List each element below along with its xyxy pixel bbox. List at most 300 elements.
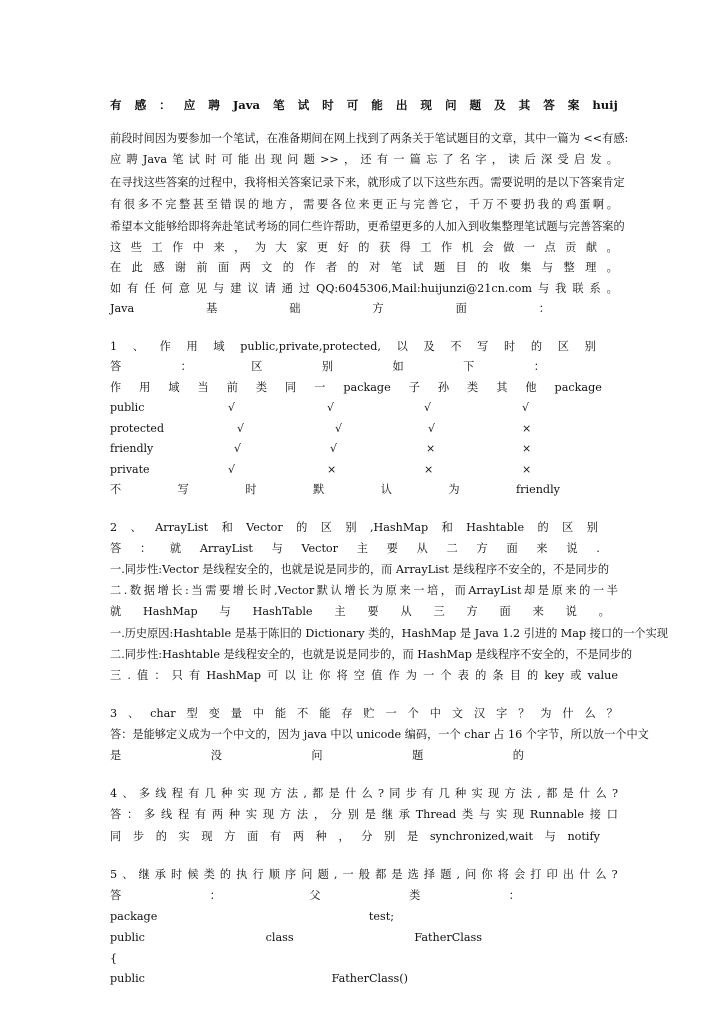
text-token: 选 [407,868,419,881]
text-token: 三 [110,669,122,682]
text-token: 来 [399,584,411,597]
text-token: 就 [169,542,182,555]
text-token: 面 [217,261,230,274]
text-token: 问 [287,153,299,166]
text-token: 答 [110,360,122,373]
text-token: 多 [143,808,156,821]
text-token: 和 [441,521,453,534]
text-token: 当 [191,584,203,597]
text-token: 长 [246,584,258,597]
text-token: Thread [415,808,457,821]
text-token: 是 [391,868,403,881]
text-token: 当 [197,381,209,394]
text-token: 出 [395,98,408,112]
q2-question [110,519,598,537]
text-token: 中 [252,707,265,720]
text-token: 一 [423,669,435,682]
text-token: 域 [213,340,225,353]
text-token: 。 [606,241,618,254]
text-token: 问 [444,98,457,112]
text-token: 各 [330,198,342,211]
q2-line-5: 二.同步性:Hashtable 是线程安全的，也就是说是同步的，而 HashMap 是线程序不安全的，不是同步的 [110,648,633,661]
text-token: 表 [457,669,469,682]
text-token: 些 [130,241,142,254]
text-token: 、 [122,787,134,800]
text-token: Java [110,302,135,315]
text-token: 类 [203,868,215,881]
text-token: 继 [138,868,150,881]
text-token: 顺 [268,868,280,881]
text-token: 为 [254,241,267,254]
text-token: FatherClass() [331,972,408,985]
text-token: 此 [131,261,143,274]
text-token: 值 [137,669,149,682]
text-token: 整 [178,198,191,211]
text-token: 同 [110,830,122,843]
text-token: ： [126,808,139,821]
text-token: 都 [312,787,324,800]
text-token: 更 [316,241,329,254]
text-token: 聘 [126,153,138,166]
text-token: 理 [585,261,597,274]
text-token: 现 [487,787,500,800]
row-name: protected [110,422,164,435]
text-token: 说 [565,605,577,618]
q1-table-footer [110,481,560,499]
text-token: 以 [396,340,408,353]
text-token: 一 [413,584,425,597]
text-token: 几 [204,787,216,800]
text-token: ？ [606,707,618,720]
text-token: 笔 [172,153,184,166]
text-token: 是 [328,787,340,800]
text-token: 问 [311,749,323,762]
text-token: 了 [442,153,454,166]
text-token: 笔 [273,98,285,112]
text-token: 答 [110,542,122,555]
text-token: 培 [427,584,439,597]
text-token: 方 [504,787,516,800]
text-token: 子 [408,381,420,394]
text-token: 来 [565,584,577,597]
text-token: ， [338,830,350,843]
text-token: 接 [589,808,601,821]
text-token: 是 [562,787,574,800]
row-cell: √ [234,442,242,455]
text-token: 3 [110,707,118,720]
text-token: 与 [219,605,231,618]
text-token: 答 [110,808,122,821]
text-token: 没 [210,749,222,762]
text-token: 方 [270,787,282,800]
text-token: package [110,910,158,923]
text-token: 说 [566,542,578,555]
text-token: 择 [423,868,436,881]
text-token: 有 [127,282,139,295]
q1-answer-head [110,358,545,376]
text-token: 正 [385,198,398,211]
q4-line-1 [110,806,618,824]
text-token: 从 [416,542,428,555]
text-token: 区 [562,521,574,534]
text-token: 者 [325,261,338,274]
text-token: 它 [441,198,453,211]
text-token: 现 [201,830,213,843]
text-token: 空 [353,669,365,682]
row-cell: √ [428,422,436,435]
text-token: 序 [285,868,297,881]
text-token: ? [377,787,384,800]
text-token: 方 [466,605,478,618]
text-token: 据 [143,584,155,597]
text-token: 为 [371,584,384,597]
text-token: 出 [254,153,266,166]
text-token: 可 [346,98,359,112]
text-token: 可 [267,669,279,682]
text-token: 实 [178,830,190,843]
text-token: 时 [322,98,334,112]
text-token: 实 [471,787,483,800]
row-cell: × [424,463,434,476]
text-token: 我 [537,198,549,211]
text-token: 文 [451,707,464,720]
text-token: 行 [252,868,264,881]
text-token: 的 [477,261,489,274]
text-token: 需 [303,198,315,211]
text-token: 与 [213,282,225,295]
text-token: 主 [334,605,346,618]
text-token: 你 [481,868,493,881]
text-token: 面 [499,605,511,618]
text-token: 现 [512,808,525,821]
text-token: 有 [110,98,122,112]
text-token: 作 [304,261,316,274]
text-token: 中 [192,241,204,254]
text-token: 变 [208,707,220,720]
text-token: 善 [427,198,439,211]
text-token: 答 [110,889,122,902]
text-token: ， [289,198,301,211]
text-token: 面 [247,830,259,843]
text-token: 有 [188,787,200,800]
text-token: 、 [132,340,144,353]
text-token: 地 [261,198,273,211]
text-token: , [537,787,541,800]
text-token: 为 [405,669,417,682]
text-token: 执 [236,868,248,881]
text-token: 完 [165,198,177,211]
text-token: 线 [155,787,167,800]
text-token: 忘 [426,153,438,166]
text-token: 后 [524,153,536,166]
text-token: 现 [420,98,432,112]
text-token: 多 [138,787,151,800]
text-token: 法 [520,787,533,800]
text-token: 好 [337,241,349,254]
text-token: 主 [356,542,368,555]
text-token: 请 [264,282,276,295]
text-token: Runnable [529,808,584,821]
text-token: ： [209,889,221,902]
text-token: 口 [606,808,618,821]
text-token: Java [142,153,167,166]
intro-line-3: 在寻找这些答案的过程中，我将相关答案记录下来，就形成了以下这些东西。需要说明的是以下答案肯定 [110,176,625,189]
text-token: ， [234,241,246,254]
q2-line-3 [110,603,610,621]
text-token: 与 [541,261,554,274]
text-token: 题 [469,98,482,112]
text-token: 让 [301,669,313,682]
text-token: 分 [330,808,342,821]
text-token: 是 [406,830,419,843]
text-token: 聘 [208,98,220,112]
row-cell: × [522,422,532,435]
text-token: 1 [110,340,118,353]
text-token: 为 [448,483,460,496]
text-token: 集 [520,261,532,274]
text-token: 的 [537,521,549,534]
row-cell: × [522,442,532,455]
text-token: 鸡 [565,198,577,211]
text-token: 做 [503,241,515,254]
text-token: 类 [255,381,268,394]
text-token: 至 [206,198,218,211]
text-token: public [110,931,145,944]
text-token: value [587,669,618,682]
text-token: Java [232,98,261,112]
text-token: 有 [422,787,434,800]
text-token: 什 [579,868,591,881]
text-token: 意 [178,282,190,295]
text-token: 前 [226,381,238,394]
text-token: , [456,868,461,881]
row-name: private [110,463,150,476]
text-token: 只 [171,669,183,682]
text-token: 一 [592,584,605,597]
row-cell: √ [327,401,335,414]
text-token: 时 [205,153,217,166]
text-token: ， [491,153,503,166]
text-token: 就 [110,605,122,618]
text-token: 半 [606,584,618,597]
text-token: 不 [110,483,122,496]
text-token: 为 [540,707,552,720]
text-token: 来 [536,542,548,555]
text-token: 贡 [565,241,577,254]
text-token: public [110,972,145,985]
text-token: 却 [523,584,536,597]
text-token: public,private,protected, [240,340,381,353]
q5-code-line-4 [110,970,408,988]
text-token: 目 [455,261,467,274]
text-token: 见 [195,282,208,295]
text-token: 步 [132,830,145,843]
text-token: 类 [467,381,479,394]
text-token: 别 [384,830,396,843]
text-token: HashMap [206,669,261,682]
text-token: 方 [224,830,236,843]
text-token: 程 [177,808,190,821]
text-token: 收 [498,261,510,274]
text-token: 一 [523,241,535,254]
text-token: 二 [446,542,458,555]
text-token: 的 [512,749,524,762]
text-token: 如 [110,282,122,295]
text-token: 基 [206,302,218,315]
text-token: 存 [341,707,353,720]
text-token: 几 [438,787,450,800]
text-token: 其 [496,381,508,394]
text-token: ， [440,584,452,597]
text-token: 得 [399,241,411,254]
text-token: 有 [269,830,282,843]
text-token: ArrayList [155,521,209,534]
text-token: 长 [358,584,370,597]
text-token: 议 [247,282,259,295]
text-token: 都 [375,868,387,881]
text-token: 打 [530,868,542,881]
text-token: 印 [546,868,558,881]
text-token: 个 [407,707,419,720]
text-token: package [554,381,602,394]
text-token: 问 [465,868,477,881]
text-token: 工 [420,241,432,254]
text-token: 。 [606,198,618,211]
text-token: 题 [412,749,424,762]
text-token: 点 [544,241,556,254]
text-token: 名 [458,153,471,166]
text-token: 别 [321,360,334,373]
text-token: 写 [177,483,189,496]
q5-code-line-3: { [110,952,118,965]
text-token: 不 [151,198,163,211]
text-token: 通 [281,282,293,295]
text-token: 的 [296,521,308,534]
text-token: 多 [137,198,149,211]
text-token: 出 [562,868,574,881]
q2-answer-head [110,540,600,558]
text-token: 感 [153,261,165,274]
text-token: 实 [245,808,258,821]
text-token: 更 [372,198,384,211]
text-token: 建 [230,282,242,295]
text-token: 增 [157,584,169,597]
text-token: 一 [393,153,405,166]
text-token: 承 [398,808,410,821]
row-cell: √ [424,401,432,414]
text-token: 获 [378,241,391,254]
text-token: , [333,868,338,881]
text-token: 读 [508,153,520,166]
text-token: 区 [251,360,263,373]
text-token: 默 [313,483,325,496]
text-token: 4 [110,787,118,800]
text-token: 能 [371,98,383,112]
text-token: 文 [261,261,273,274]
text-token: 还 [360,153,372,166]
text-token: 的 [155,830,167,843]
text-token: : [185,584,189,597]
text-token: ArrayList [468,584,522,597]
text-token: 要 [510,198,522,211]
text-token: 原 [551,584,563,597]
q2-line-6 [110,667,618,685]
text-token: 作 [110,381,122,394]
text-token: 来 [358,198,370,211]
text-token: 谢 [174,261,186,274]
text-token: 题 [440,868,452,881]
text-token: package [343,381,391,394]
text-token: 错 [220,198,232,211]
text-token: 一 [314,381,326,394]
q3-line-1: 答：是能够定义成为一个中文的，因为 java 中以 unicode 编码，一个 char 占 16 个字节，所以放一个中文 [110,728,649,741]
text-token: ： [154,669,166,682]
text-token: 字 [496,707,508,720]
text-token: 作 [172,241,184,254]
row-cell: × [327,463,337,476]
text-token: 继 [381,808,393,821]
text-token: 型 [186,707,198,720]
text-token: 二 [110,584,122,597]
row-cell: √ [335,422,343,435]
text-token: ,HashMap [369,521,429,534]
text-token: 同 [285,381,297,394]
document-title [110,96,618,114]
text-token: 问 [301,868,313,881]
text-token: 什 [579,787,591,800]
text-token: 笔 [390,261,402,274]
text-token: ： [533,360,545,373]
text-token: char [150,707,176,720]
text-token: 的 [219,868,232,881]
text-token: HashMap [143,605,198,618]
text-token: key [544,669,565,682]
text-token: 及 [494,98,506,112]
text-token: 默 [316,584,328,597]
text-token: 将 [497,868,509,881]
q3-line-2 [110,747,524,765]
text-token: 承 [154,868,166,881]
text-token: . [127,669,131,682]
text-token: 千 [468,198,480,211]
text-token: 与 [399,198,411,211]
text-token: 答 [543,98,555,112]
text-token: ： [508,889,520,902]
text-token: class [265,931,294,944]
q5-code-line-1 [110,908,394,926]
text-token: 时 [260,584,272,597]
text-token: 的 [475,669,487,682]
text-token: 个 [440,669,452,682]
text-token: 种 [221,787,233,800]
text-token: 深 [541,153,553,166]
text-token: . [123,584,128,597]
text-token: 是 [537,584,549,597]
q3-question [110,705,618,723]
text-token: 以 [284,669,296,682]
text-token: FatherClass [414,931,482,944]
text-token: 试 [188,153,200,166]
intro-line-5: 希望本文能够给即将奔赴笔试考场的同仁些许帮助，更希望更多的人加入到收集整理笔试题与完善答案的 [110,220,625,233]
text-token: 现 [270,153,282,166]
text-token: 试 [297,98,310,112]
text-token: 的 [530,340,543,353]
text-token: 或 [570,669,582,682]
text-token: 而 [454,584,466,597]
text-token: 作 [441,241,453,254]
text-token: 来 [213,241,225,254]
intro-line-1: 前段时间因为要参加一个笔试，在准备期间在网上找到了两条关于笔试题目的文章，其中一篇为 <<有感: [110,132,629,145]
